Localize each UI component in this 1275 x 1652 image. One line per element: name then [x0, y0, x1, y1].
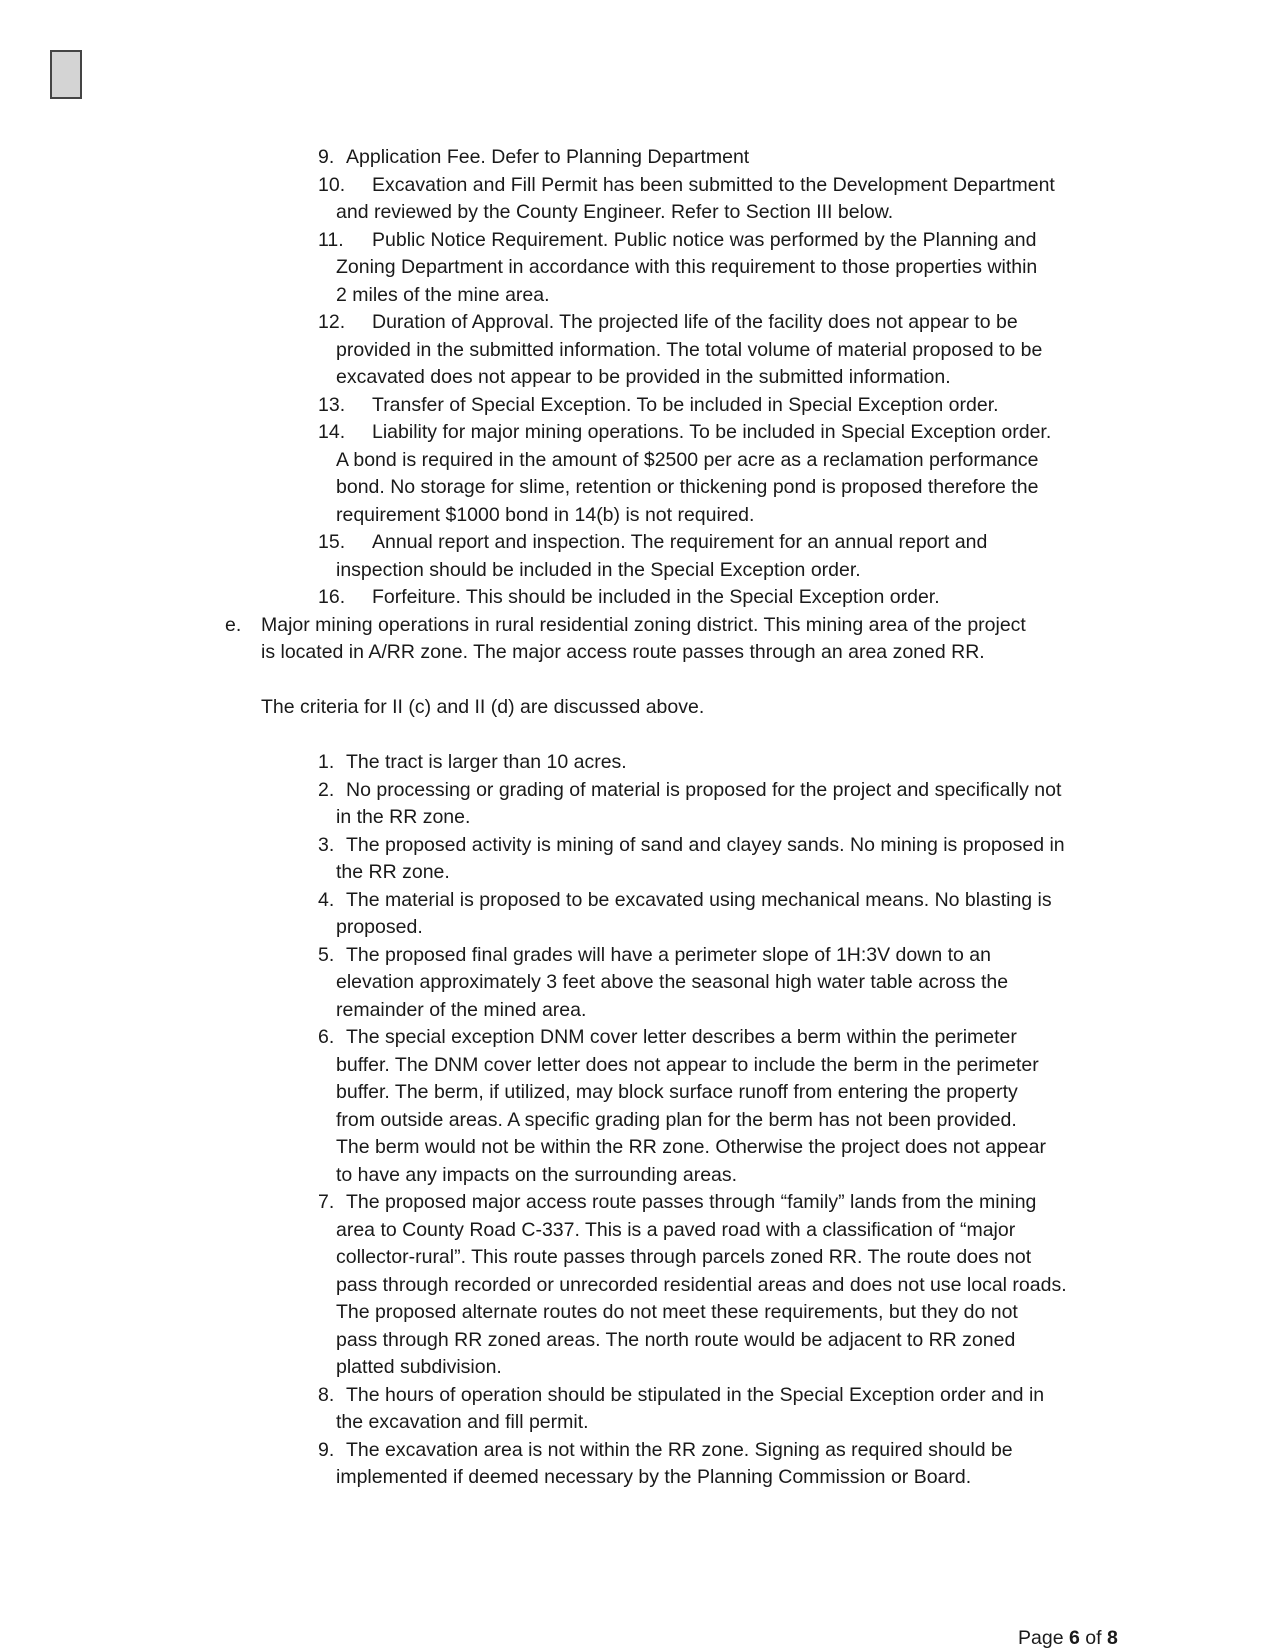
list-item-text: 2 miles of the mine area.	[336, 283, 550, 306]
list-item-text: proposed.	[336, 916, 423, 938]
list-item-text: The proposed final grades will have a perimeter slope of 1H:3V down to an	[346, 943, 991, 966]
list-item-text: The special exception DNM cover letter describes a berm within the perimeter	[346, 1026, 1017, 1048]
section-text: is located in A/RR zone. The major access route passes through an area zoned RR.	[261, 641, 985, 663]
list-item-text: from outside areas. A specific grading plan for the berm has not been provided.	[336, 1108, 1017, 1131]
list-item-text: The excavation area is not within the RR zone. Signing as required should be	[346, 1438, 1013, 1461]
list-item-number: 4.	[318, 888, 335, 911]
list-item-number: 16.	[318, 586, 346, 608]
list-item-number: 11.	[318, 228, 344, 251]
list-item-text: Annual report and inspection. The requirement for an annual report and	[372, 531, 988, 553]
criteria-text: The criteria for II (c) and II (d) are discussed above.	[261, 696, 705, 718]
list-item-text: Liability for major mining operations. To be included in Special Exception order.	[372, 421, 1052, 443]
page-current: 6	[1068, 1627, 1080, 1649]
list-item-number: 8.	[318, 1383, 335, 1406]
page-total: 8	[1106, 1627, 1118, 1649]
list-item-text: buffer. The berm, if utilized, may block surface runoff from entering the property	[336, 1081, 1018, 1103]
list-item-number: 2.	[318, 778, 335, 801]
list-item-text: excavated does not appear to be provided in the submitted information.	[336, 366, 951, 388]
list-item-text: provided in the submitted information. The total volume of material proposed to be	[336, 338, 1043, 361]
list-item-text: A bond is required in the amount of $2500 per acre as a reclamation performance	[336, 448, 1039, 471]
list-item-number: 12.	[318, 311, 346, 333]
list-item-text: in the RR zone.	[336, 806, 471, 828]
list-item-text: The tract is larger than 10 acres.	[346, 751, 627, 773]
list-item-text: The berm would not be within the RR zone. Otherwise the project does not appear	[336, 1136, 1046, 1158]
list-item-text: No processing or grading of material is proposed for the project and specifically not	[346, 778, 1062, 801]
list-item-text: requirement $1000 bond in 14(b) is not required.	[336, 503, 755, 526]
list-item-text: pass through recorded or unrecorded residential areas and does not use local roads.	[336, 1273, 1067, 1296]
list-item-text: platted subdivision.	[336, 1356, 502, 1378]
page-of: of	[1085, 1627, 1102, 1649]
list-item-text: implemented if deemed necessary by the Planning Commission or Board.	[336, 1466, 972, 1488]
list-item-text: remainder of the mined area.	[336, 998, 587, 1021]
list-item-text: bond. No storage for slime, retention or thickening pond is proposed therefore the	[336, 476, 1039, 498]
list-item-text: to have any impacts on the surrounding areas.	[336, 1163, 738, 1186]
list-item-number: 1.	[318, 751, 335, 773]
list-item-text: the RR zone.	[336, 861, 450, 883]
list-item-text: Zoning Department in accordance with this requirement to those properties within	[336, 256, 1038, 278]
list-item-text: area to County Road C-337. This is a paved road with a classification of “major	[336, 1218, 1016, 1241]
list-item-number: 9.	[318, 146, 335, 168]
section-label: e.	[225, 613, 242, 636]
list-item-text: buffer. The DNM cover letter does not appear to include the berm in the perimeter	[336, 1053, 1039, 1076]
list-item-text: Public Notice Requirement. Public notice was performed by the Planning and	[372, 228, 1037, 251]
list-item-text: Duration of Approval. The projected life of the facility does not appear to be	[372, 311, 1018, 333]
list-item-text: pass through RR zoned areas. The north route would be adjacent to RR zoned	[336, 1328, 1016, 1351]
list-item-number: 14.	[318, 421, 346, 443]
list-item-text: Excavation and Fill Permit has been submitted to the Development Department	[372, 173, 1055, 196]
list-item-text: Transfer of Special Exception. To be included in Special Exception order.	[372, 393, 999, 416]
list-item-text: collector-rural”. This route passes through parcels zoned RR. The route does not	[336, 1246, 1032, 1268]
page-footer	[1018, 1624, 1118, 1652]
list-item-text: The hours of operation should be stipulated in the Special Exception order and in	[346, 1383, 1045, 1406]
list-item-text: The material is proposed to be excavated using mechanical means. No blasting is	[346, 888, 1052, 911]
list-item-number: 6.	[318, 1026, 335, 1048]
list-item-number: 13.	[318, 393, 346, 416]
list-item-text: Forfeiture. This should be included in the Special Exception order.	[372, 586, 940, 608]
list-item-text: The proposed major access route passes through “family” lands from the mining	[346, 1191, 1037, 1213]
list-item-number: 9.	[318, 1438, 335, 1461]
page-label: Page	[1018, 1627, 1064, 1649]
list-item-number: 10.	[318, 173, 346, 196]
list-item-number: 7.	[318, 1191, 335, 1213]
list-item-text: Application Fee. Defer to Planning Department	[346, 146, 750, 168]
list-item-text: elevation approximately 3 feet above the seasonal high water table across the	[336, 971, 1009, 993]
section-text: Major mining operations in rural residential zoning district. This mining area of the project	[261, 613, 1026, 636]
list-item-text: and reviewed by the County Engineer. Refer to Section III below.	[336, 201, 894, 223]
list-item-text: The proposed alternate routes do not meet these requirements, but they do not	[336, 1301, 1018, 1323]
list-item-text: inspection should be included in the Special Exception order.	[336, 558, 861, 581]
list-item-number: 15.	[318, 531, 346, 553]
corner-placeholder-box	[50, 50, 82, 99]
list-item-number: 3.	[318, 833, 335, 856]
list-item-number: 5.	[318, 943, 335, 966]
list-item-text: the excavation and fill permit.	[336, 1411, 589, 1433]
list-item-text: The proposed activity is mining of sand and clayey sands. No mining is proposed in	[346, 833, 1065, 856]
